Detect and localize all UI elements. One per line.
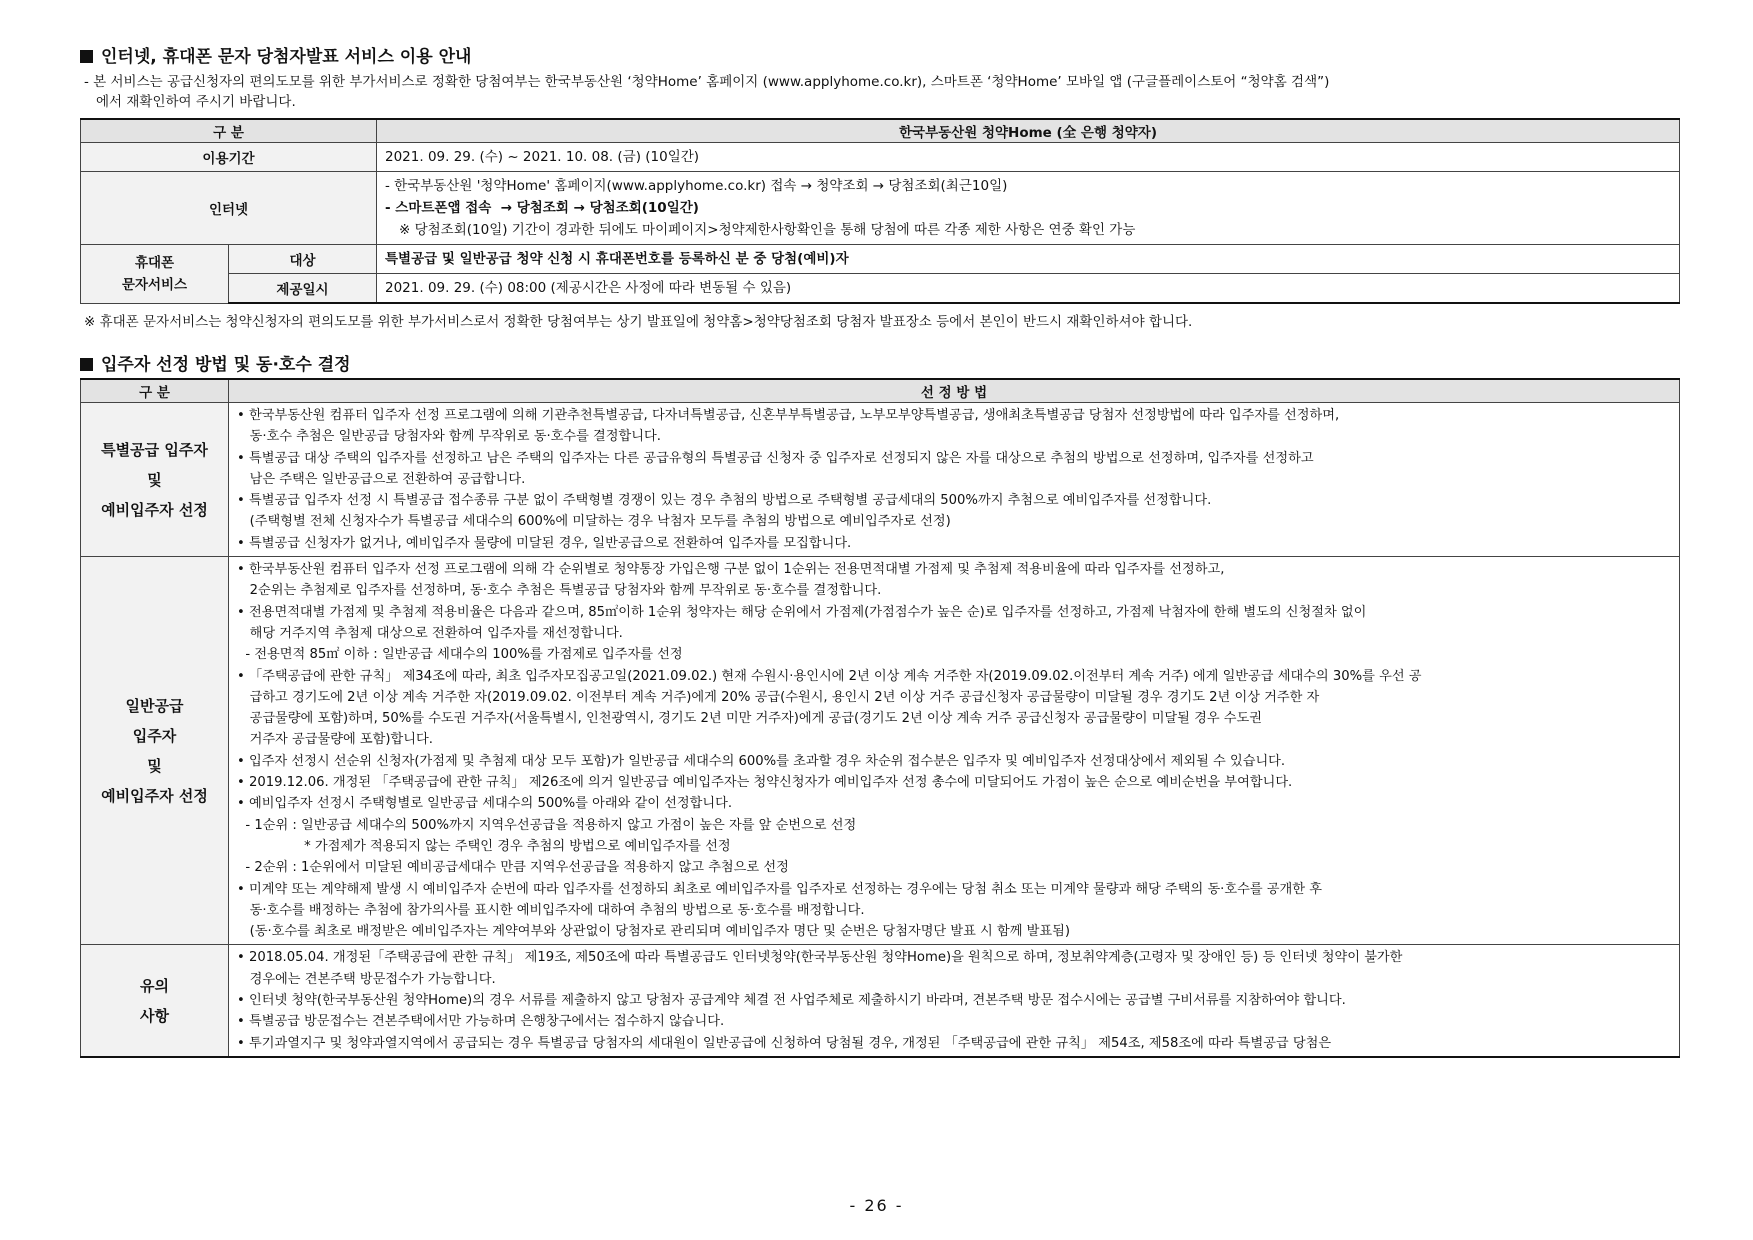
content-line: • 인터넷 청약(한국부동산원 청약Home)의 경우 서류를 제출하지 않고 당첨자 공급계약 체결 전 사업주체로 제출하시기 바라며, 견본주택 방문 접수시에는 공급별 구비서류를 지참하여야 합니다. — [237, 993, 1346, 1009]
internet-label: 인터넷 — [81, 172, 377, 245]
row-content-general-supply — [229, 557, 1680, 945]
period-value: 2021. 09. 29. (수) ~ 2021. 10. 08. (금) (10일간) — [377, 143, 1680, 172]
section-title-text: 입주자 선정 방법 및 동·호수 결정 — [101, 355, 351, 375]
selection-method-table — [80, 378, 1680, 1058]
content-line: • 「주택공급에 관한 규칙」 제34조에 따라, 최초 입주자모집공고일(2021.09.02.) 현재 수원시·용인시에 2년 이상 계속 거주한 자(2019.09.02.이전부터 계속 거주) 에게 일반공급 세대수의 30%를 우선 공 — [237, 668, 1422, 684]
content-line: • 특별공급 대상 주택의 입주자를 선정하고 남은 주택의 입주자는 다른 공급유형의 특별공급 신청자 중 입주자로 선정되지 않은 자를 대상으로 추첨의 방법으로 선정하며, 입주자를 선정하고 — [237, 450, 1314, 466]
content-line: 공급물량에 포함)하며, 50%를 수도권 거주자(서울특별시, 인천광역시, 경기도 2년 미만 거주자)에게 공급(경기도 2년 이상 계속 거주 공급신청자 공급물량이 미달될 경우 수도권 — [237, 711, 1262, 727]
content-line: (주택형별 전체 신청자수가 특별공급 세대수의 600%에 미달하는 경우 낙첨자 모두를 추첨의 방법으로 예비입주자로 선정) — [237, 514, 951, 530]
table-row — [81, 945, 1680, 1057]
content-line: 남은 주택은 일반공급으로 전환하여 공급합니다. — [237, 471, 526, 487]
row-content-notes — [229, 945, 1680, 1057]
row-label-line: 예비입주자 선정 — [101, 500, 208, 519]
row-label-line: 특별공급 입주자 — [101, 440, 208, 459]
content-line: - 2순위 : 1순위에서 미달된 예비공급세대수 만큼 지역우선공급을 적용하지 않고 추첨으로 선정 — [237, 860, 789, 876]
content-line: • 특별공급 방문접수는 견본주택에서만 가능하며 은행창구에서는 접수하지 않습니다. — [237, 1014, 725, 1030]
row-label-line: 유의 — [140, 976, 169, 995]
content-line: • 한국부동산원 컴퓨터 입주자 선정 프로그램에 의해 각 순위별로 청약통장 가입은행 구분 없이 1순위는 전용면적대별 가점제 및 추첨제 적용비율에 따라 입주자를 선정하고, — [237, 562, 1225, 578]
content-line: 급하고 경기도에 2년 이상 계속 거주한 자(2019.09.02. 이전부터 계속 거주)에게 20% 공급(수원시, 용인시 2년 이상 거주 공급신청자 공급물량이 미달될 경우 경기도 2년 이상 거주한 자 — [237, 689, 1320, 705]
content-line: 동·호수 추첨은 일반공급 당첨자와 함께 무작위로 동·호수를 결정합니다. — [237, 429, 661, 445]
row-label-line: 입주자 — [132, 726, 177, 745]
square-bullet-icon — [80, 358, 93, 371]
sms-label-line: 휴대폰 — [134, 254, 175, 271]
provide-label: 제공일시 — [229, 274, 377, 304]
table-header-apply-home: 한국부동산원 청약Home (全 은행 청약자) — [377, 119, 1680, 143]
intro-line: 에서 재확인하여 주시기 바랍니다. — [96, 94, 296, 110]
table-header-category: 구 분 — [81, 379, 229, 403]
content-line: • 2018.05.04. 개정된「주택공급에 관한 규칙」 제19조, 제50조에 따라 특별공급도 인터넷청약(한국부동산원 청약Home)을 원칙으로 하며, 정보취약계층(고령자 및 장애인 등) 등 인터넷 청약이 불가한 — [237, 950, 1403, 966]
row-content-special-supply — [229, 403, 1680, 557]
row-label-line: 예비입주자 선정 — [101, 786, 208, 805]
target-label: 대상 — [229, 245, 377, 274]
table-header-category: 구 분 — [81, 119, 377, 143]
row-label-line: 및 — [147, 470, 162, 489]
row-label-notes — [81, 945, 229, 1057]
content-line: • 투기과열지구 및 청약과열지역에서 공급되는 경우 특별공급 당첨자의 세대원이 일반공급에 신청하여 당첨될 경우, 개정된 「주택공급에 관한 규칙」 제54조, 제58조에 따라 특별공급 당첨은 — [237, 1035, 1332, 1051]
content-line: • 전용면적대별 가점제 및 추첨제 적용비율은 다음과 같으며, 85㎡이하 1순위 청약자는 해당 순위에서 가점제(가점점수가 높은 순)로 입주자를 선정하고, 가점제 낙첨자에 한해 별도의 신청절차 없이 — [237, 604, 1367, 620]
sms-label-line: 문자서비스 — [121, 276, 188, 293]
period-label: 이용기간 — [81, 143, 377, 172]
provide-value: 2021. 09. 29. (수) 08:00 (제공시간은 사정에 따라 변동될 수 있음) — [377, 274, 1680, 304]
row-label-general-supply — [81, 557, 229, 945]
content-line: • 미계약 또는 계약해제 발생 시 예비입주자 순번에 따라 입주자를 선정하되 최초로 예비입주자를 입주자로 선정하는 경우에는 당첨 취소 또는 미계약 물량과 해당 주택의 동·호수를 공개한 후 — [237, 881, 1322, 897]
content-line: • 입주자 선정시 선순위 신청자(가점제 및 추첨제 대상 모두 포함)가 일반공급 세대수의 600%를 초과할 경우 차순위 접수분은 입주자 및 예비입주자 선정대상에서 제외될 수 있습니다. — [237, 753, 1286, 769]
content-line: 거주자 공급물량에 포함)합니다. — [237, 732, 433, 748]
content-line: - 1순위 : 일반공급 세대수의 500%까지 지역우선공급을 적용하지 않고 가점이 높은 자를 앞 순번으로 선정 — [237, 817, 857, 833]
section-title-text: 인터넷, 휴대폰 문자 당첨자발표 서비스 이용 안내 — [101, 47, 472, 67]
content-line: 해당 거주지역 추첨제 대상으로 전환하여 입주자를 재선정합니다. — [237, 625, 623, 641]
content-line: - 전용면적 85㎡ 이하 : 일반공급 세대수의 100%를 가점제로 입주자를 선정 — [237, 647, 683, 663]
content-line: • 특별공급 입주자 선정 시 특별공급 접수종류 구분 없이 주택형별 경쟁이 있는 경우 추첨의 방법으로 주택형별 공급세대의 500%까지 추첨으로 예비입주자를 선정합니다. — [237, 493, 1212, 509]
table-header-method: 선 정 방 법 — [229, 379, 1680, 403]
page-number: - 26 - — [849, 1196, 904, 1215]
content-line: 경우에는 견본주택 방문접수가 가능합니다. — [237, 971, 496, 987]
content-line: 동·호수를 배정하는 추첨에 참가의사를 표시한 예비입주자에 대하여 추첨의 방법으로 동·호수를 배정합니다. — [237, 902, 865, 918]
row-label-line: 및 — [147, 756, 162, 775]
content-line: • 예비입주자 선정시 주택형별로 일반공급 세대수의 500%를 아래와 같이 선정합니다. — [237, 796, 733, 812]
sms-service-table — [80, 118, 1680, 245]
row-label-line: 일반공급 — [125, 696, 184, 715]
content-line: • 한국부동산원 컴퓨터 입주자 선정 프로그램에 의해 기관추천특별공급, 다자녀특별공급, 신혼부부특별공급, 노부모부양특별공급, 생애최초특별공급 당첨자 선정방법에 따라 입주자를 선정하며, — [237, 408, 1340, 423]
intro-line: - 본 서비스는 공급신청자의 편의도모를 위한 부가서비스로 정확한 당첨여부는 한국부동산원 ‘청약Home’ 홈페이지 (www.applyhome.co.kr), 스마트폰 ‘청약Home’ 모바일 앱 (구글플레이스토어 “청약홈 검색”) — [84, 74, 1330, 90]
content-line: • 특별공급 신청자가 없거나, 예비입주자 물량에 미달된 경우, 일반공급으로 전환하여 입주자를 모집합니다. — [237, 535, 852, 551]
table-row — [81, 403, 1680, 557]
internet-note: ※ 당첨조회(10일) 기간이 경과한 뒤에도 마이페이지>청약제한사항확인을 통해 당첨에 따른 각종 제한 사항은 연중 확인 가능 — [399, 222, 1136, 238]
content-line: (동·호수를 최초로 배정받은 예비입주자는 계약여부와 상관없이 당첨자로 관리되며 예비입주자 명단 및 순번은 당첨자명단 발표 시 함께 발표됨) — [237, 924, 1070, 940]
section-intro — [84, 72, 1680, 112]
document-page — [80, 44, 1680, 1058]
sms-note: ※ 휴대폰 문자서비스는 청약신청자의 편의도모를 위한 부가서비스로서 정확한 당첨여부는 상기 발표일에 청약홈>청약당첨조회 당첨자 발표장소 등에서 본인이 반드시 재확인하셔야 합니다. — [84, 314, 1193, 330]
row-label-special-supply — [81, 403, 229, 557]
internet-line: - 스마트폰앱 접속 → 당첨조회 → 당첨조회(10일간) — [385, 200, 699, 216]
section-title-sms-service — [80, 44, 1680, 70]
sms-service-table-sub — [80, 244, 1680, 304]
internet-line: - 한국부동산원 '청약Home' 홈페이지(www.applyhome.co.kr) 접속 → 청약조회 → 당첨조회(최근10일) — [385, 178, 1008, 194]
content-line: • 2019.12.06. 개정된 「주택공급에 관한 규칙」 제26조에 의거 일반공급 예비입주자는 청약신청자가 예비입주자 선정 총수에 미달되어도 가점이 높은 순으로 예비순번을 부여합니다. — [237, 775, 1293, 791]
table-row — [81, 557, 1680, 945]
sms-label — [81, 245, 229, 304]
internet-content — [377, 172, 1680, 245]
section-title-selection-method — [80, 352, 1680, 378]
content-line: * 가점제가 적용되지 않는 주택인 경우 추첨의 방법으로 예비입주자를 선정 — [237, 838, 731, 854]
content-line: 2순위는 추첨제로 입주자를 선정하며, 동·호수 추첨은 특별공급 당첨자와 함께 무작위로 동·호수를 결정합니다. — [237, 583, 882, 599]
square-bullet-icon — [80, 50, 93, 63]
row-label-line: 사항 — [140, 1006, 169, 1025]
target-value: 특별공급 및 일반공급 청약 신청 시 휴대폰번호를 등록하신 분 중 당첨(예비)자 — [377, 245, 1680, 274]
